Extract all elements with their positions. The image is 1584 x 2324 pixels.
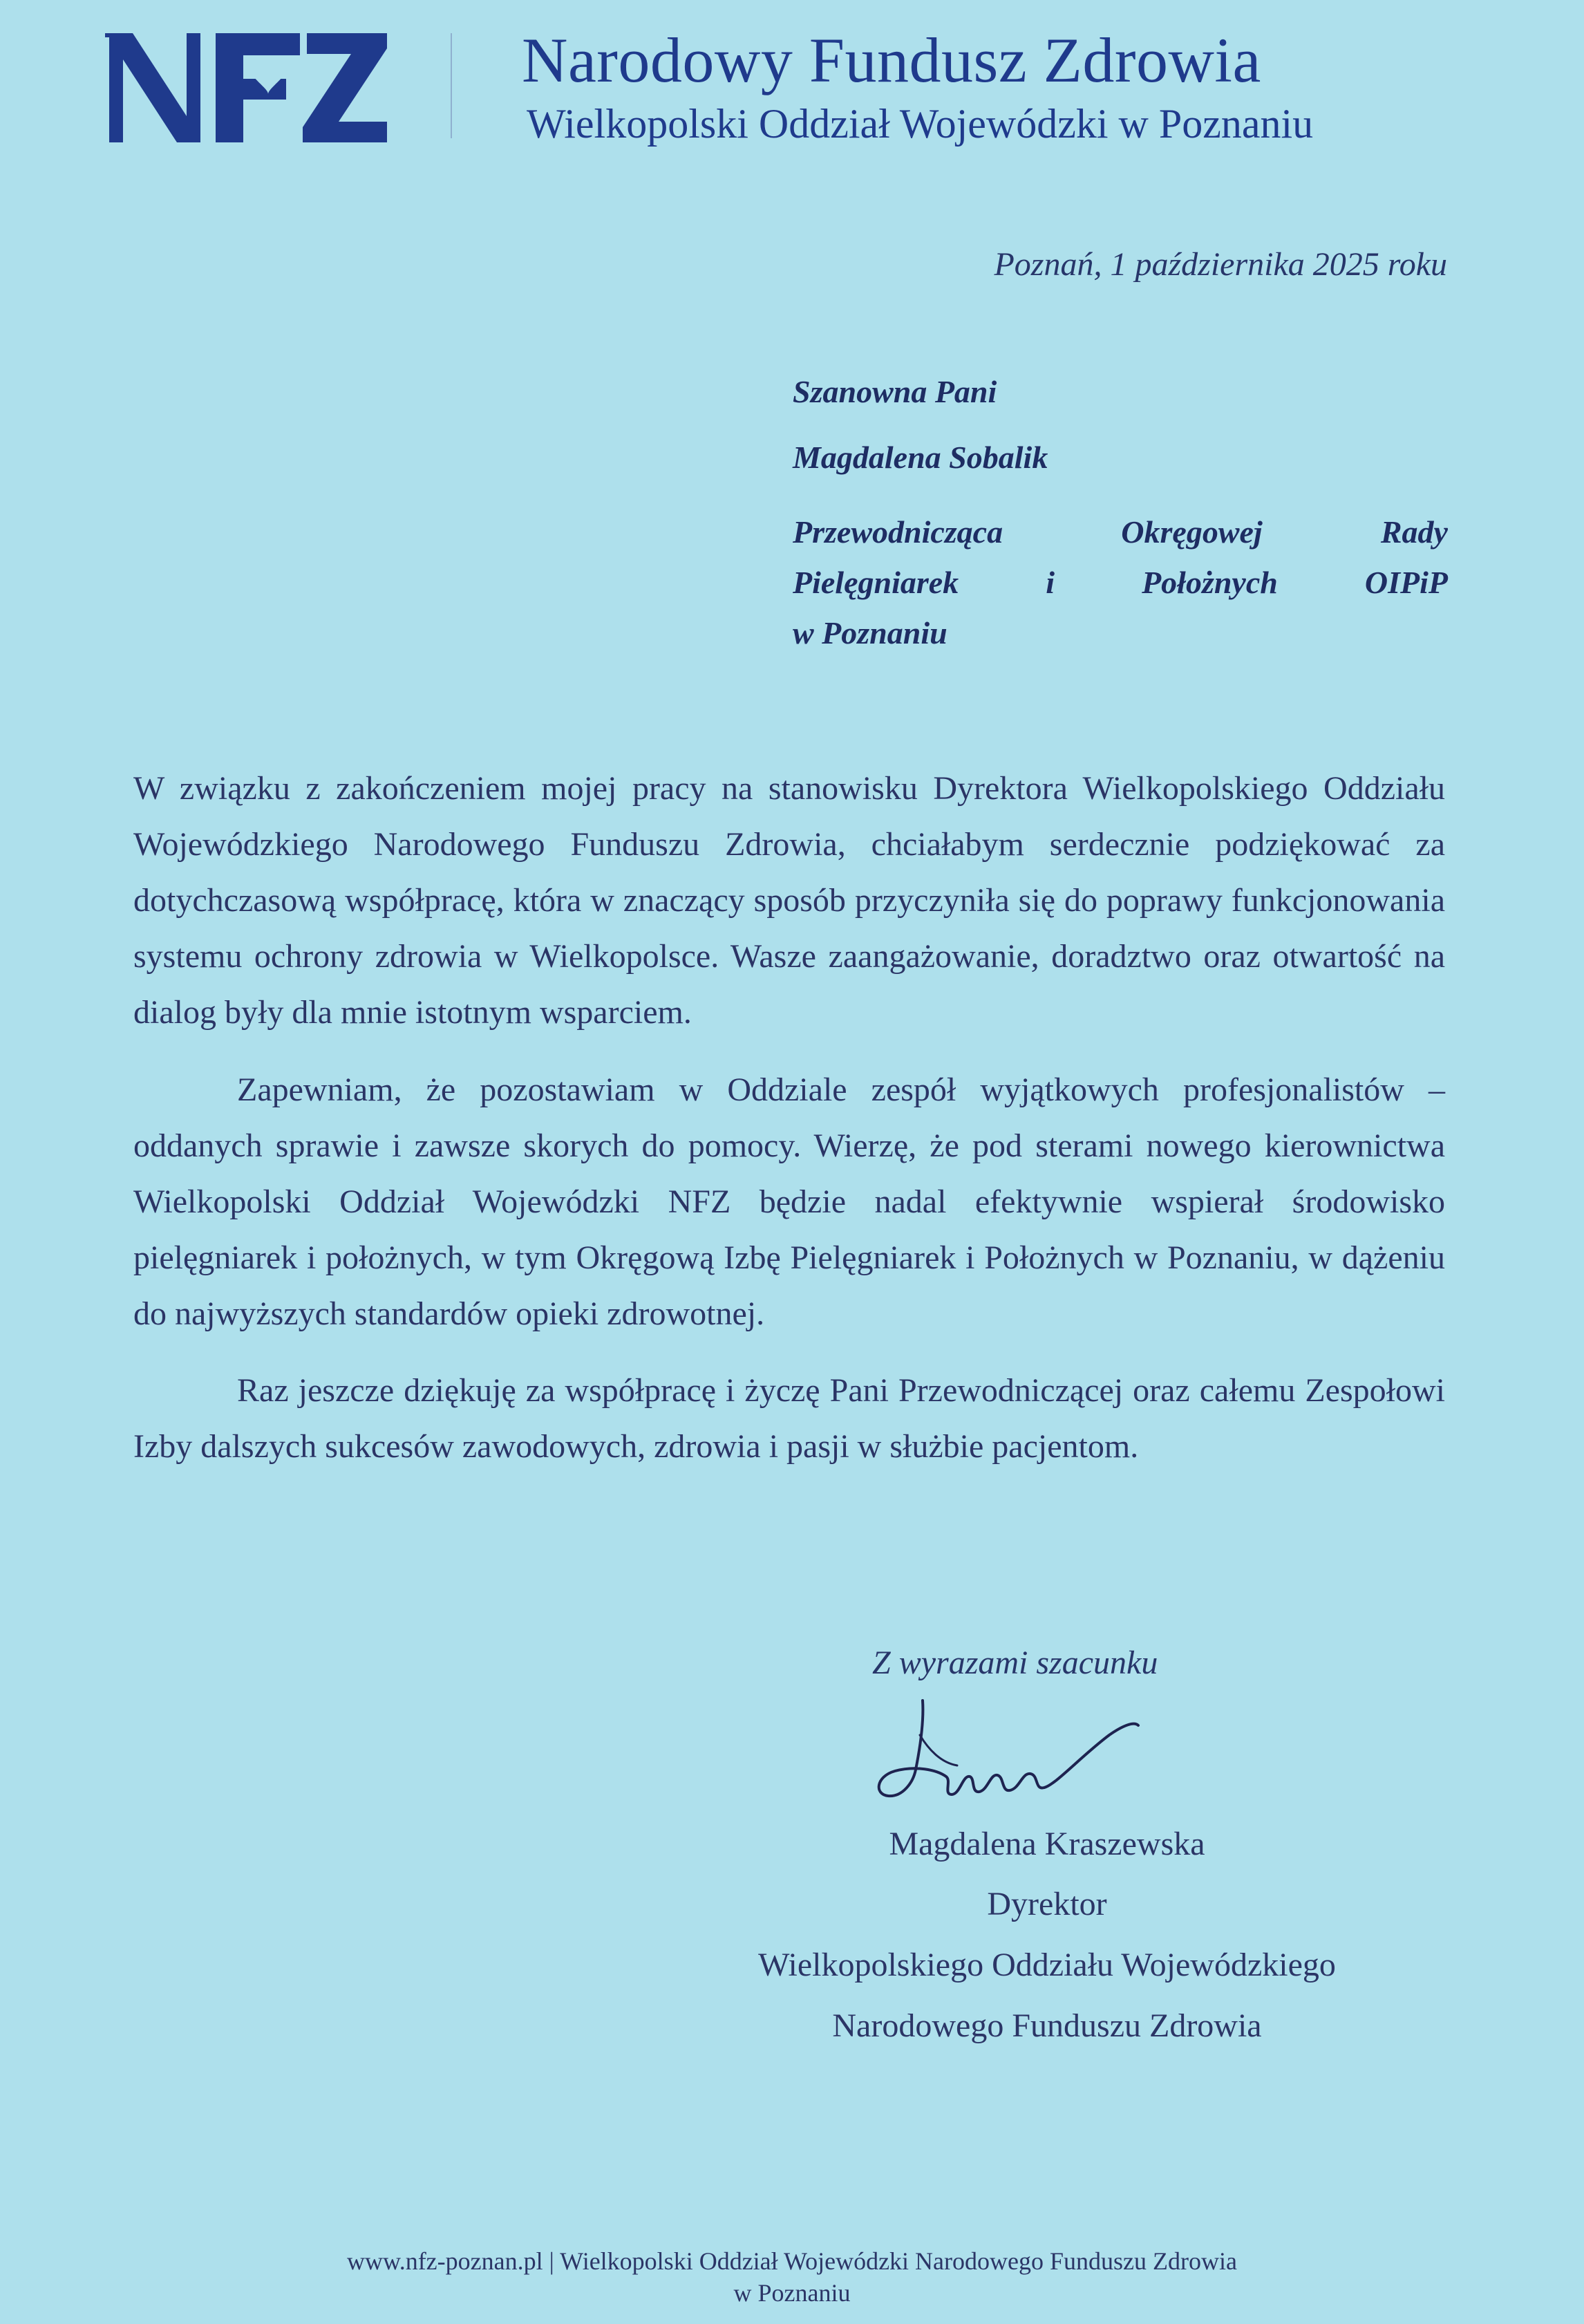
title-word: i (1046, 565, 1055, 600)
header-divider (451, 33, 452, 138)
title-word: Przewodnicząca (793, 514, 1003, 550)
letter-body (133, 760, 1445, 1474)
organization-name: Narodowy Fundusz Zdrowia (522, 25, 1261, 95)
signer-name: Magdalena Kraszewska (889, 1826, 1205, 1862)
handwritten-signature (874, 1694, 1199, 1818)
addressee-title-line-3: w Poznaniu (793, 615, 947, 650)
nfz-logo (105, 28, 388, 149)
footer-line-2: w Poznaniu (733, 2279, 851, 2307)
salutation: Szanowna Pani (793, 374, 997, 409)
addressee-title-line-1 (793, 514, 1448, 550)
title-word: Położnych (1142, 565, 1278, 600)
body-paragraph-3: Raz jeszcze dziękuję za współpracę i życzę Pani Przewodniczącej oraz całemu Zespołowi Izby dalszych sukcesów zawodowych, zdrowia i pasji w służbie pacjentom. (133, 1372, 1445, 1465)
addressee-title-line-2 (793, 564, 1448, 601)
closing-regards: Z wyrazami szacunku (872, 1644, 1158, 1681)
body-paragraph-2: Zapewniam, że pozostawiam w Oddziale zespół wyjątkowych profesjonalistów – oddanych sprawie i zawsze skorych do pomocy. Wierzę, że pod sterami nowego kierownictwa Wielkopolski Oddział Wojewódzki NFZ będzie nadal efektywnie wspierał środowisko pielęgniarek i położnych, w tym Okręgową Izbę Pielęgniarek i Położnych w Poznaniu, w dążeniu do najwyższych standardów opieki zdrowotnej. (133, 1071, 1445, 1332)
body-paragraph-1: W związku z zakończeniem mojej pracy na stanowisku Dyrektora Wielkopolskiego Oddziału Wojewódzkiego Narodowego Funduszu Zdrowia, chciałabym serdecznie podziękować za dotychczasową współpracę, która w znaczący sposób przyczyniła się do poprawy funkcjonowania systemu ochrony zdrowia w Wielkopolsce. Wasze zaangażowanie, doradztwo oraz otwartość na dialog były dla mnie istotnym wsparciem. (133, 770, 1445, 1031)
signer-unit-line-2: Narodowego Funduszu Zdrowia (832, 2007, 1262, 2044)
title-word: Pielęgniarek (793, 565, 959, 600)
letter-date: Poznań, 1 października 2025 roku (994, 246, 1447, 283)
signer-unit-line-1: Wielkopolskiego Oddziału Wojewódzkiego (758, 1947, 1336, 1983)
title-word: Rady (1380, 514, 1448, 550)
footer-line-1: www.nfz-poznan.pl | Wielkopolski Oddział Wojewódzki Narodowego Funduszu Zdrowia (347, 2247, 1237, 2275)
title-word: Okręgowej (1121, 514, 1263, 550)
organization-branch: Wielkopolski Oddział Wojewódzki w Poznaniu (527, 101, 1314, 147)
addressee-name: Magdalena Sobalik (793, 440, 1048, 475)
title-word: OIPiP (1364, 565, 1448, 600)
signer-role: Dyrektor (987, 1886, 1107, 1922)
